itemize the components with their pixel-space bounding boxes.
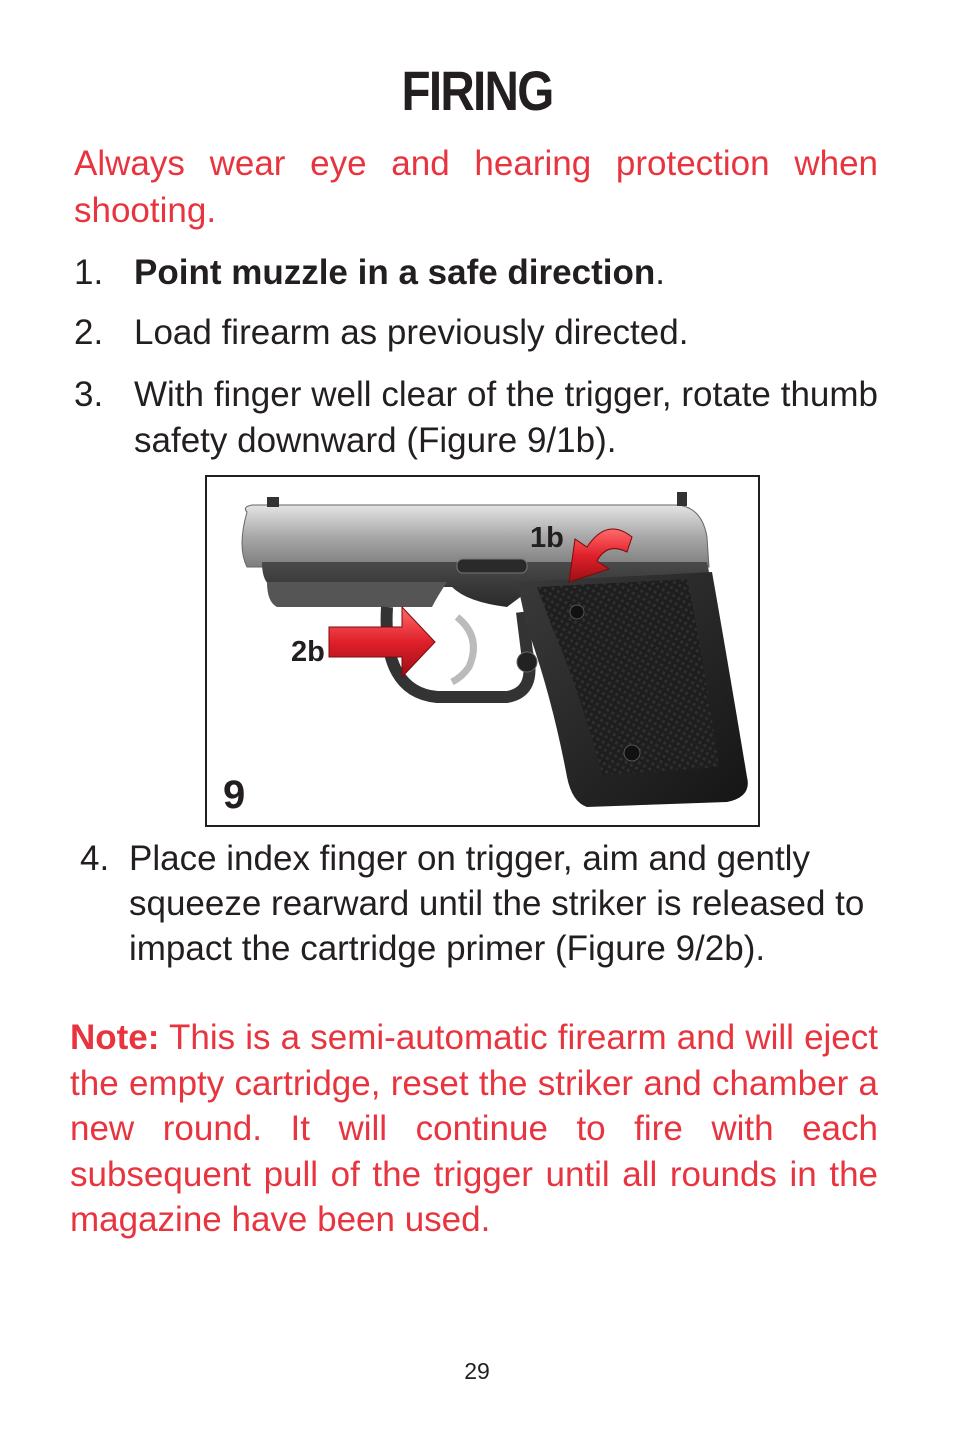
- callout-1b: 1b: [530, 522, 564, 554]
- step-4: [80, 836, 878, 974]
- note-paragraph: [70, 1015, 878, 1243]
- step-number: 3.: [74, 375, 104, 414]
- pistol-illustration: [207, 477, 758, 825]
- note-label: Note:: [70, 1018, 160, 1057]
- step-text: [134, 250, 878, 296]
- page-title: FIRING: [401, 59, 553, 122]
- step-text: Place index finger on trigger, aim and gently squeeze rearward until the striker is released to impact the cartridge primer (Figure 9/2b).: [129, 839, 865, 968]
- step-text: Load firearm as previously directed.: [134, 313, 689, 352]
- step-3: [74, 372, 878, 464]
- step-number: 1.: [74, 253, 104, 292]
- note-text: This is a semi-automatic firearm and will eject the empty cartridge, reset the striker and chamber a new round. It will continue to fire with each subsequent pull of the trigger until all rounds in the magazine have been used.: [70, 1018, 878, 1239]
- figure-number: 9: [223, 773, 246, 817]
- step-text: With finger well clear of the trigger, rotate thumb safety downward (Figure 9/1b).: [134, 375, 878, 460]
- safety-warning: Always wear eye and hearing protection when shooting.: [74, 144, 878, 230]
- step-2: [74, 310, 878, 356]
- page-number: 29: [464, 1358, 490, 1384]
- figure-9-pistol-image: [205, 475, 760, 827]
- step-1: [74, 250, 878, 296]
- step-number: 4.: [80, 839, 110, 878]
- callout-2b: 2b: [291, 636, 325, 668]
- step-number: 2.: [74, 313, 104, 352]
- step-bold-text: Point muzzle in a safe direction: [134, 253, 656, 292]
- step-punctuation: .: [655, 253, 665, 292]
